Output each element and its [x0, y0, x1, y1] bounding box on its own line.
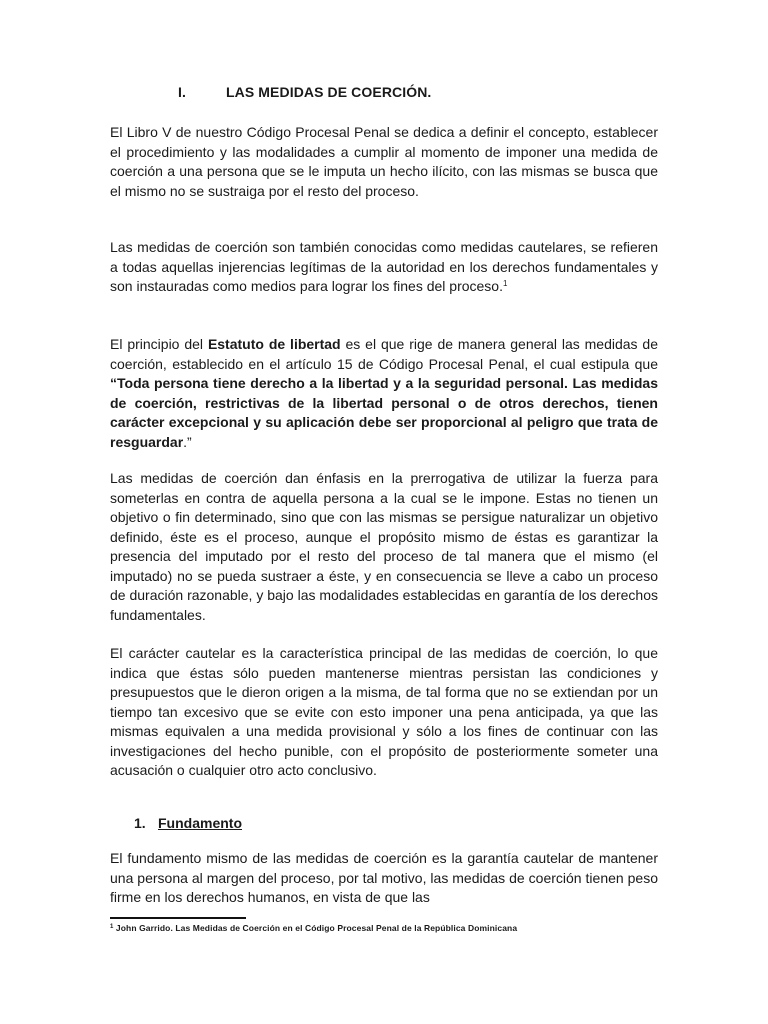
- paragraph-5: El carácter cautelar es la característica principal de las medidas de coerción, lo que indica que éstas sólo pueden mantenerse mientras persistan las condiciones y presupuestos que le dieron origen a la misma, de tal forma que no se extiendan por un tiempo tan excesivo que se evite con esto imponer una pena anticipada, ya que las mismas equivalen a una medida provisional y sólo a los fines de continuar con las investigaciones del hecho punible, con el propósito de posteriormente someter una acusación o cualquier otro acto conclusivo.: [110, 645, 658, 778]
- paragraph-2: [110, 238, 658, 297]
- paragraph-3: [110, 335, 658, 452]
- section-number: I.: [178, 84, 186, 100]
- paragraph-6: El fundamento mismo de las medidas de coerción es la garantía cautelar de mantener una persona al margen del proceso, por tal motivo, las medidas de coerción tienen peso firme en los derechos humanos, en vista de que las: [110, 850, 658, 905]
- footnote: [110, 923, 517, 933]
- section-title: LAS MEDIDAS DE COERCIÓN.: [226, 84, 432, 100]
- footnote-marker: 1: [110, 924, 114, 930]
- footnote-reference: 1: [502, 279, 508, 288]
- paragraph-3-closing: .”: [183, 433, 192, 450]
- article-15-quote: “Toda persona tiene derecho a la libertad y a la seguridad personal. Las medidas de coerción, restrictivas de la libertad personal o de otros derechos, tienen carácter excepcional y su aplicación debe ser proporcional al peligro que trata de resguardar: [110, 375, 658, 450]
- paragraph-3-intro: El principio del: [110, 336, 208, 352]
- term-estatuto-de-libertad: Estatuto de libertad: [207, 336, 341, 352]
- paragraph-3-middle: es el que rige de manera general las medidas de coerción, establecido en el artículo 15 de Código Procesal Penal, el cual estipula que: [110, 336, 659, 372]
- subsection-number: 1.: [134, 815, 146, 831]
- footnote-text: John Garrido. Las Medidas de Coerción en el Código Procesal Penal de la República Dominicana: [115, 923, 518, 933]
- subsection-title: Fundamento: [158, 815, 242, 831]
- paragraph-4: Las medidas de coerción dan énfasis en la prerrogativa de utilizar la fuerza para someterlas en contra de aquella persona a la cual se le impone. Estas no tienen un objetivo o fin determinado, sino que con las mismas se persigue naturalizar un objetivo definido, éste es el proceso, aunque el propósito mismo de éstas es garantizar la presencia del imputado por el resto del proceso de tal manera que el mismo (el imputado) no se pueda sustraer a éste, y en consecuencia se lleve a cabo un proceso de duración razonable, y bajo las modalidades establecidas en garantía de los derechos fundamentales.: [110, 470, 658, 623]
- footnote-separator: [110, 917, 246, 919]
- subsection-heading: [134, 815, 242, 831]
- paragraph-2-text: Las medidas de coerción son también conocidas como medidas cautelares, se refieren a todas aquellas injerencias legítimas de la autoridad en los derechos fundamentales y son instauradas como medios para lograr los fines del proceso.: [110, 239, 658, 294]
- paragraph-1: El Libro V de nuestro Código Procesal Penal se dedica a definir el concepto, establecer el procedimiento y las modalidades a cumplir al momento de imponer una medida de coerción a una persona que se le imputa un hecho ilícito, con las mismas se busca que el mismo no se sustraiga por el resto del proceso.: [110, 124, 658, 199]
- section-heading: [178, 84, 431, 100]
